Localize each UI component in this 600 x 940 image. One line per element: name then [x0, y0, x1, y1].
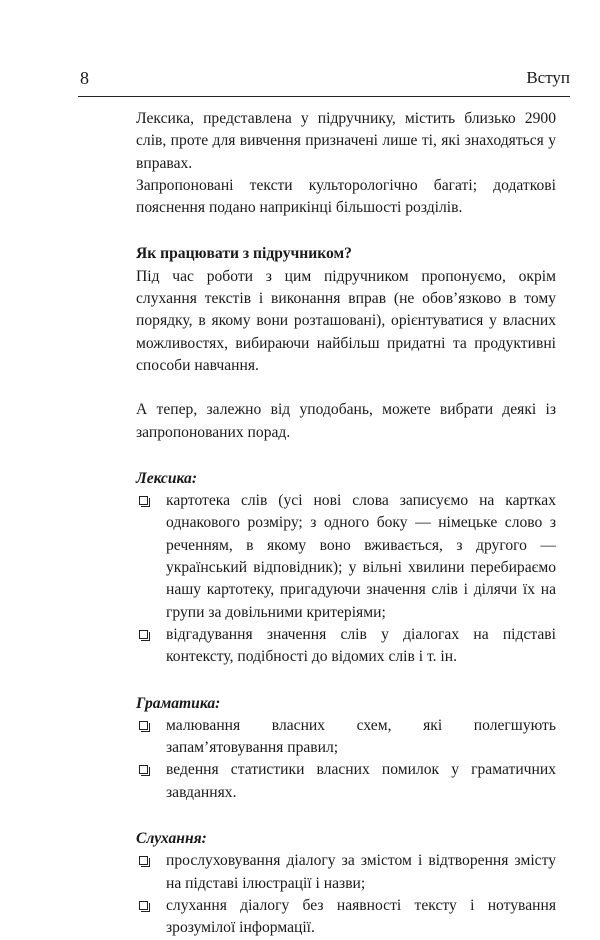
listening-list	[136, 850, 556, 939]
vocabulary-list	[136, 490, 556, 668]
running-title: Вступ	[526, 68, 570, 87]
checkbox-square-icon	[139, 856, 148, 865]
section-heading-grammar: Граматика:	[136, 694, 221, 712]
intro-paragraph-2: Запропоновані тексти культорологічно багаті; додаткові пояснення подано наприкінці більшості розділів.	[136, 176, 556, 217]
grammar-list	[136, 715, 556, 804]
how-to-paragraph: Під час роботи з цим підручником пропонуємо, окрім слухання текстів і виконання вправ (не обов’язково в тому порядку, в якому вони розташовані), орієнтуватися у власних можливостях, вибираючи найбільш придатні та продуктивні способи навчання.	[136, 267, 556, 374]
list-item: відгадування значення слів у діалогах на підставі контексту, подібності до відомих слів і т. ін.	[136, 624, 556, 669]
list-item: прослуховування діалогу за змістом і відтворення змісту на підставі ілюстрації і назви;	[136, 850, 556, 895]
intro-paragraph-1: Лексика, представлена у підручнику, містить близько 2900 слів, проте для вивчення призначені лише ті, які знаходяться у вправах.	[136, 110, 556, 172]
list-item: ведення статистики власних помилок у граматичних завданнях.	[136, 759, 556, 804]
checkbox-square-icon	[139, 630, 148, 639]
checkbox-square-icon	[139, 765, 148, 774]
page-header	[78, 64, 570, 97]
how-to-heading: Як працювати з підручником?	[136, 245, 352, 263]
page-body	[136, 108, 556, 940]
list-item: слухання діалогу без наявності тексту і нотування зрозумілої інформації.	[136, 895, 556, 940]
choose-advice-paragraph: А тепер, залежно від уподобань, можете вибрати деякі із запропонованих порад.	[136, 401, 556, 441]
checkbox-square-icon	[139, 901, 148, 910]
list-item: картотека слів (усі нові слова записуємо на картках однакового розміру; з одного боку — німецьке слово з реченням, в якому воно вживається, з другого — український відповідник); у вільні хвилини перебираємо нашу картотеку, пригадуючи значення слів і ділячи їх на групи за довільними критеріями;	[136, 490, 556, 624]
section-heading-listening: Слухання:	[136, 830, 207, 848]
list-item: малювання власних схем, які полегшують запам’ятовування правил;	[136, 715, 556, 760]
checkbox-square-icon	[139, 496, 148, 505]
section-heading-vocabulary: Лексика:	[136, 469, 198, 487]
checkbox-square-icon	[139, 721, 148, 730]
page-number: 8	[80, 68, 89, 88]
